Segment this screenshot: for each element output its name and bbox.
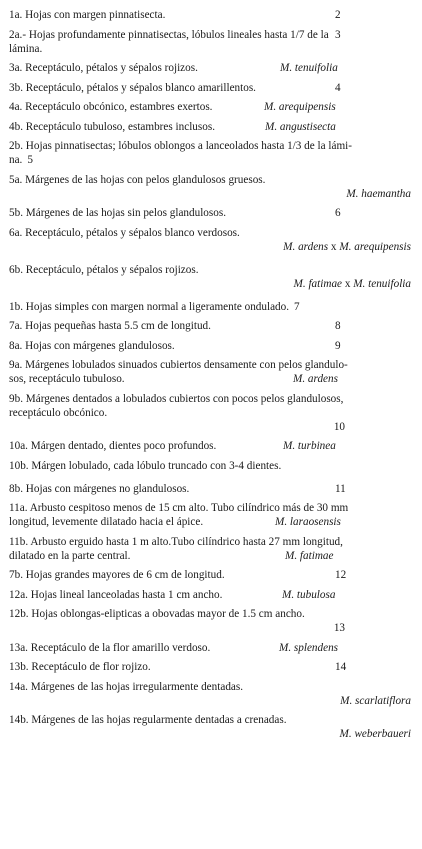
key-entry xyxy=(9,300,415,314)
couplet-number: 13 xyxy=(333,622,345,634)
key-entry xyxy=(9,660,415,674)
entry-text xyxy=(9,680,415,694)
entry-text xyxy=(9,206,415,220)
taxon-name: M. arequipensis xyxy=(264,101,336,113)
key-entry xyxy=(9,61,415,75)
entry-line: lámina. xyxy=(9,42,43,55)
taxon-name xyxy=(9,187,415,201)
couplet-number: 10 xyxy=(333,420,345,433)
key-entry xyxy=(9,319,415,333)
entry-line: 8a. Hojas con márgenes glandulosos. xyxy=(9,339,175,352)
key-entry xyxy=(9,358,415,386)
key-entry xyxy=(9,28,415,56)
entry-text xyxy=(9,339,415,353)
entry-text xyxy=(9,173,415,187)
entry-line: dilatado en la parte central. xyxy=(9,549,131,562)
taxon-name: M. weberbaueri xyxy=(339,728,411,740)
entry-line: 14a. Márgenes de las hojas irregularmente dentadas. xyxy=(9,680,244,693)
entry-line: 2b. Hojas pinnatisectas; lóbulos oblongos a lanceolados hasta 1/3 de la lámi- xyxy=(9,140,353,152)
entry-line: 9b. Márgenes dentados a lobulados cubiertos con pocos pelos glandulosos, xyxy=(9,392,344,405)
key-entry xyxy=(9,392,415,434)
entry-text xyxy=(9,482,415,496)
entry-text xyxy=(9,120,415,134)
entry-text xyxy=(9,28,415,56)
entry-line: 5b. Márgenes de las hojas sin pelos glandulosos. xyxy=(9,207,226,219)
couplet-number: 7 xyxy=(294,300,300,313)
taxon-name: M. tubulosa xyxy=(282,588,336,601)
entry-line: 9a. Márgenes lobulados sinuados cubiertos densamente con pelos glandulo- xyxy=(9,359,348,371)
key-entry xyxy=(9,8,415,22)
entry-line: na. 5 xyxy=(9,154,33,166)
couplet-number: 11 xyxy=(335,482,346,495)
entry-line: 6a. Receptáculo, pétalos y sépalos blanco verdosos. xyxy=(9,226,240,239)
entry-text xyxy=(9,81,415,95)
hybrid-sign: x xyxy=(330,240,337,253)
entry-text xyxy=(9,568,415,582)
entry-line: 4b. Receptáculo tubuloso, estambres inclusos. xyxy=(9,120,215,133)
couplet-number: 6 xyxy=(335,207,341,219)
key-entry xyxy=(9,226,415,254)
entry-line: 13b. Receptáculo de flor rojizo. xyxy=(9,661,151,673)
key-entry xyxy=(9,607,415,635)
taxon-name xyxy=(9,694,415,708)
key-entry xyxy=(9,588,415,602)
entry-text xyxy=(9,226,415,240)
taxon-name: M. splendens xyxy=(279,641,339,654)
entry-line: 11a. Arbusto cespitoso menos de 15 cm alto. Tubo cilíndrico más de 30 mm xyxy=(9,502,349,514)
taxon-name: M. tenuifolia xyxy=(353,277,411,290)
key-entry xyxy=(9,81,415,95)
entry-line: 14b. Márgenes de las hojas regularmente dentadas a crenadas. xyxy=(9,714,287,726)
entry-text xyxy=(9,300,415,314)
key-entry xyxy=(9,680,415,708)
couplet-number: 5 xyxy=(27,154,33,166)
entry-line: 1a. Hojas con margen pinnatisecta. xyxy=(9,9,166,21)
entry-line: 3b. Receptáculo, pétalos y sépalos blanco amarillentos. xyxy=(9,81,256,94)
entry-line: 2a.- Hojas profundamente pinnatisectas, lóbulos lineales hasta 1/7 de la xyxy=(9,28,329,41)
entry-text xyxy=(9,263,415,277)
couplet-number: 2 xyxy=(335,9,341,21)
key-entry xyxy=(9,535,415,563)
entry-text xyxy=(9,8,415,22)
entry-text xyxy=(9,535,415,563)
entry-line: 5a. Márgenes de las hojas con pelos glandulosos gruesos. xyxy=(9,173,266,186)
entry-text xyxy=(9,392,415,420)
taxon-name: M. turbinea xyxy=(283,440,336,452)
taxon-name: M. angustisecta xyxy=(265,120,336,133)
taxon-name: M. ardens xyxy=(283,240,329,253)
entry-line: longitud, levemente dilatado hacia el ápice. xyxy=(9,516,204,528)
key-entry xyxy=(9,173,415,201)
entry-text xyxy=(9,588,415,602)
entry-text xyxy=(9,641,415,655)
entry-line: 1b. Hojas simples con margen normal a ligeramente ondulado. 7 xyxy=(9,300,300,313)
taxon-name: M. fatimae xyxy=(293,277,343,290)
entry-line: sos, receptáculo tubuloso. xyxy=(9,373,125,385)
entry-line: 8b. Hojas con márgenes no glandulosos. xyxy=(9,482,190,495)
entry-text xyxy=(9,459,415,473)
entry-line: receptáculo obcónico. xyxy=(9,406,108,419)
couplet-number: 14 xyxy=(335,661,347,673)
entry-text xyxy=(9,100,415,114)
taxon-name: M. scarlatiflora xyxy=(340,694,411,707)
couplet-number: 3 xyxy=(335,28,341,41)
entry-text xyxy=(9,61,415,75)
key-entry xyxy=(9,641,415,655)
key-entry xyxy=(9,439,415,453)
couplet-number: 4 xyxy=(335,81,341,94)
key-entry xyxy=(9,482,415,496)
key-entry xyxy=(9,568,415,582)
entry-line: 6b. Receptáculo, pétalos y sépalos rojizos. xyxy=(9,263,199,276)
key-entry xyxy=(9,100,415,114)
taxon-name: M. arequipensis xyxy=(339,240,411,253)
entry-line: 10a. Márgen dentado, dientes poco profundos. xyxy=(9,440,217,452)
entry-text xyxy=(9,607,415,621)
entry-line: 10b. Márgen lobulado, cada lóbulo truncado con 3-4 dientes. xyxy=(9,459,282,472)
taxon-name xyxy=(9,277,415,291)
entry-line: 4a. Receptáculo obcónico, estambres exertos. xyxy=(9,101,213,113)
entry-line: 3a. Receptáculo, pétalos y sépalos rojizos. xyxy=(9,62,198,74)
entry-text xyxy=(9,439,415,453)
key-entry xyxy=(9,206,415,220)
entry-line: 11b. Arbusto erguido hasta 1 m alto.Tubo cilíndrico hasta 27 mm longitud, xyxy=(9,535,343,548)
taxon-name: M. fatimae xyxy=(285,549,334,562)
key-entry xyxy=(9,339,415,353)
key-entry xyxy=(9,263,415,291)
identification-key xyxy=(9,8,415,747)
couplet-number: 12 xyxy=(335,569,347,581)
entry-text xyxy=(9,660,415,674)
entry-text xyxy=(9,501,415,529)
taxon-name: M. ardens xyxy=(293,373,338,385)
entry-text xyxy=(9,713,415,727)
entry-text xyxy=(9,139,415,167)
key-entry xyxy=(9,120,415,134)
entry-text xyxy=(9,358,415,386)
entry-text xyxy=(9,319,415,333)
entry-line: 7a. Hojas pequeñas hasta 5.5 cm de longitud. xyxy=(9,320,211,332)
entry-line: 12a. Hojas lineal lanceoladas hasta 1 cm ancho. xyxy=(9,588,223,601)
couplet-number: 8 xyxy=(335,320,341,332)
entry-line: 13a. Receptáculo de la flor amarillo verdoso. xyxy=(9,641,211,654)
entry-line: 12b. Hojas oblongas-elipticas a obovadas mayor de 1.5 cm ancho. xyxy=(9,608,305,620)
key-entry xyxy=(9,501,415,529)
key-entry xyxy=(9,459,415,473)
key-entry xyxy=(9,713,415,741)
taxon-name: M. laraosensis xyxy=(275,516,341,528)
entry-line: 7b. Hojas grandes mayores de 6 cm de longitud. xyxy=(9,569,225,581)
taxon-name: M. haemantha xyxy=(346,187,411,200)
taxon-name: M. tenuifolia xyxy=(280,62,338,74)
taxon-name xyxy=(9,727,415,741)
couplet-number: 9 xyxy=(335,339,341,352)
hybrid-sign: x xyxy=(344,277,351,290)
key-entry xyxy=(9,139,415,167)
taxon-name xyxy=(9,240,415,254)
